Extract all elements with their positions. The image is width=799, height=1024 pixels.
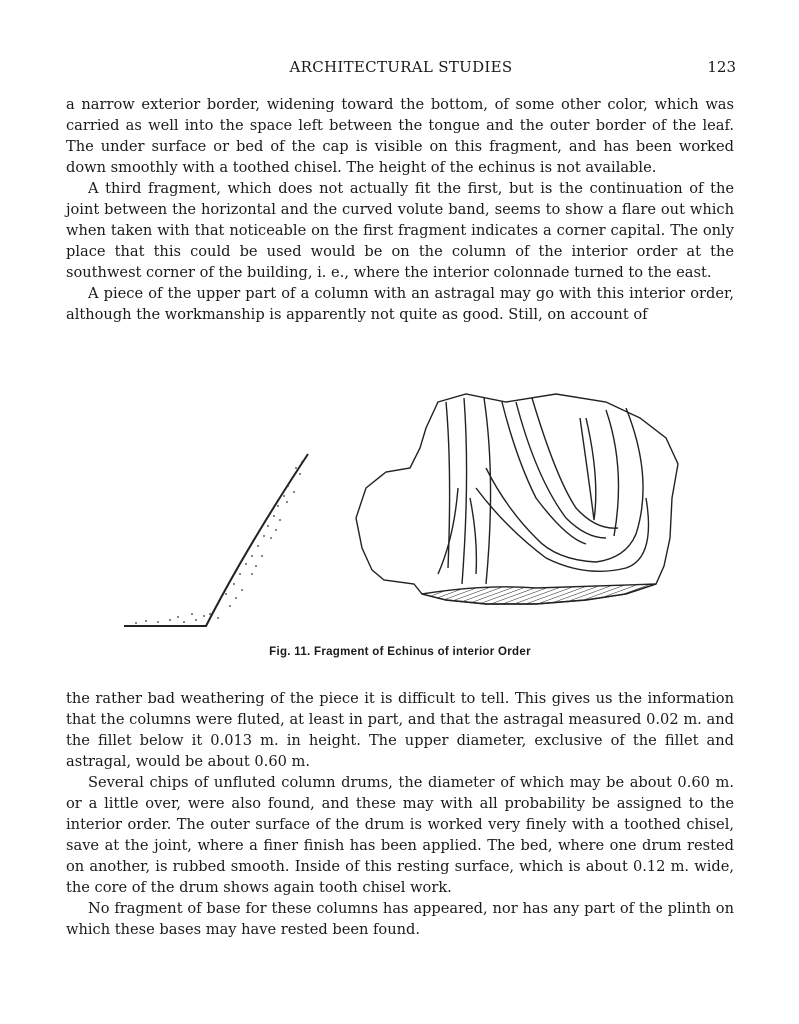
paragraph-6: No fragment of base for these columns has appeared, nor has any part of the plinth on which these bases may have rested been found.	[66, 900, 734, 938]
paragraph-3: A piece of the upper part of a column with an astragal may go with this interior order, although the workmanship is apparently not quite as good. Still, on account of	[66, 285, 734, 323]
page-number: 123	[707, 58, 736, 76]
paragraph-1: a narrow exterior border, widening toward the bottom, of some other color, which was carried as well into the space left between the tongue and the outer border of the leaf. The under surface or bed of the cap is visible on this fragment, and has been worked down smoothly with a toothed chisel. The height of the echinus is not available.	[66, 96, 734, 176]
echinus-profile	[124, 454, 308, 626]
echinus-fragment-drawing	[66, 388, 734, 638]
paragraph-5: Several chips of unfluted column drums, the diameter of which may be about 0.60 m. or a little over, were also found, and these may with all probability be assigned to the interior order. The outer surface of the drum is worked very finely with a toothed chisel, save at the joint, where a finer finish has been applied. The bed, where one drum rested on another, is rubbed smooth. Inside of this resting surface, which is about 0.12 m. wide, the core of the drum shows again tooth chisel work.	[66, 774, 734, 896]
paragraph-4: the rather bad weathering of the piece it is difficult to tell. This gives us the information that the columns were fluted, at least in part, and that the astragal measured 0.02 m. and the fillet below it 0.013 m. in height. The upper diameter, exclusive of the fillet and astragal, would be about 0.60 m.	[66, 690, 734, 770]
figure-11	[66, 388, 734, 668]
text-block-lower	[66, 688, 734, 940]
figure-caption: Fig. 11. Fragment of Echinus of interior Order	[269, 646, 531, 658]
running-head: ARCHITECTURAL STUDIES	[289, 58, 513, 76]
echinus-fragment	[356, 394, 678, 604]
paragraph-2: A third fragment, which does not actually fit the first, but is the continuation of the joint between the horizontal and the curved volute band, seems to show a flare out which when taken with that noticeable on the first fragment indicates a corner capital. The only place that this could be used would be on the column of the interior order at the southwest corner of the building, i. e., where the interior colonnade turned to the east.	[66, 180, 734, 281]
text-block-upper	[66, 94, 734, 325]
page-header	[66, 58, 736, 80]
